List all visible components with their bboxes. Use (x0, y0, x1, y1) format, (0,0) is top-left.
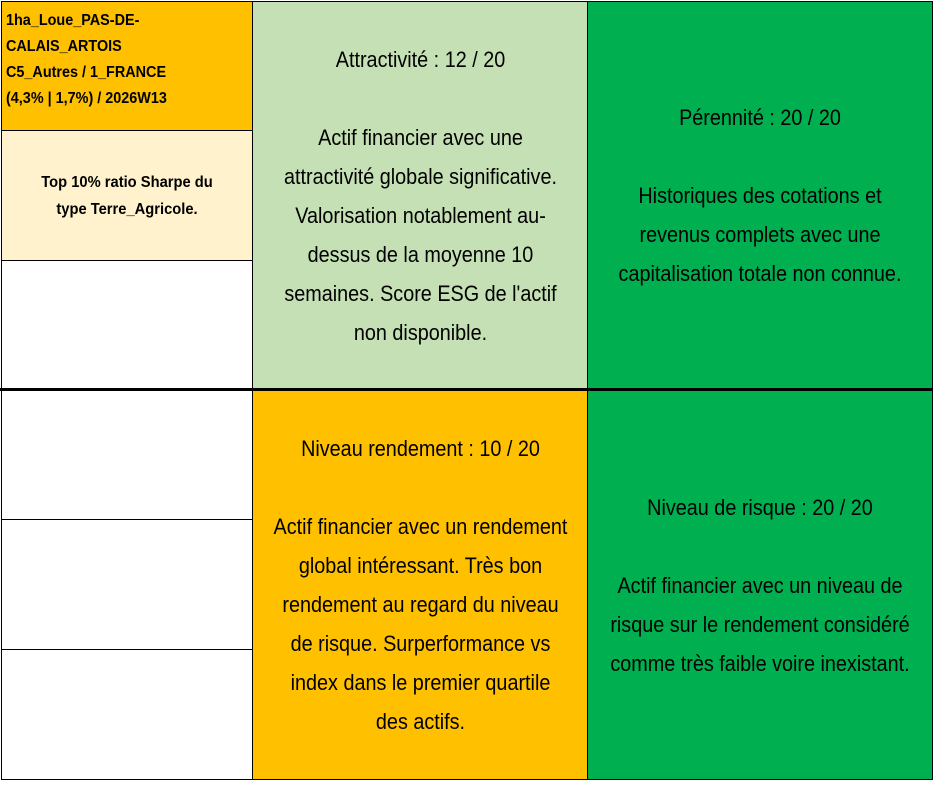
risque-heading: Niveau de risque : 20 / 20 (647, 494, 873, 520)
attractivite-heading: Attractivité : 12 / 20 (335, 46, 506, 72)
sharpe-note-cell (1, 130, 253, 261)
sharpe-note-text: Top 10% ratio Sharpe du type Terre_Agricole. (41, 173, 213, 218)
rendement-cell (252, 390, 589, 780)
perennite-heading: Pérennité : 20 / 20 (679, 105, 841, 130)
perennite-description: Historiques des cotations et revenus complets avec une capitalisation totale non connue. (618, 183, 902, 286)
perennite-cell (587, 1, 933, 390)
asset-title-line-1: 1ha_Loue_PAS-DE- (6, 12, 140, 29)
attractivite-description: Actif financier avec une attractivité globale significative. Valorisation notablement au-dessus de la moyenne 10 semaines. Score ESG de l'actif non disponible. (284, 124, 557, 345)
empty-cell-2 (1, 390, 253, 520)
asset-title-line-2: CALAIS_ARTOIS (6, 38, 122, 55)
row-divider (0, 388, 933, 391)
empty-cell-1 (1, 260, 253, 390)
asset-title-line-4: (4,3% | 1,7%) / 2026W13 (6, 90, 167, 107)
attractivite-cell (252, 1, 589, 390)
rendement-description: Actif financier avec un rendement global intéressant. Très bon rendement au regard du niveau de risque. Surperformance vs index dans le premier quartile des actifs. (273, 514, 568, 734)
asset-title-cell (1, 1, 253, 131)
empty-cell-4 (1, 649, 253, 780)
empty-cell-3 (1, 519, 253, 650)
asset-title-line-3: C5_Autres / 1_FRANCE (6, 64, 167, 81)
risque-cell (587, 390, 933, 780)
rendement-heading: Niveau rendement : 10 / 20 (301, 436, 540, 461)
risque-description: Actif financier avec un niveau de risque sur le rendement considéré comme très faible voire inexistant. (610, 572, 910, 676)
